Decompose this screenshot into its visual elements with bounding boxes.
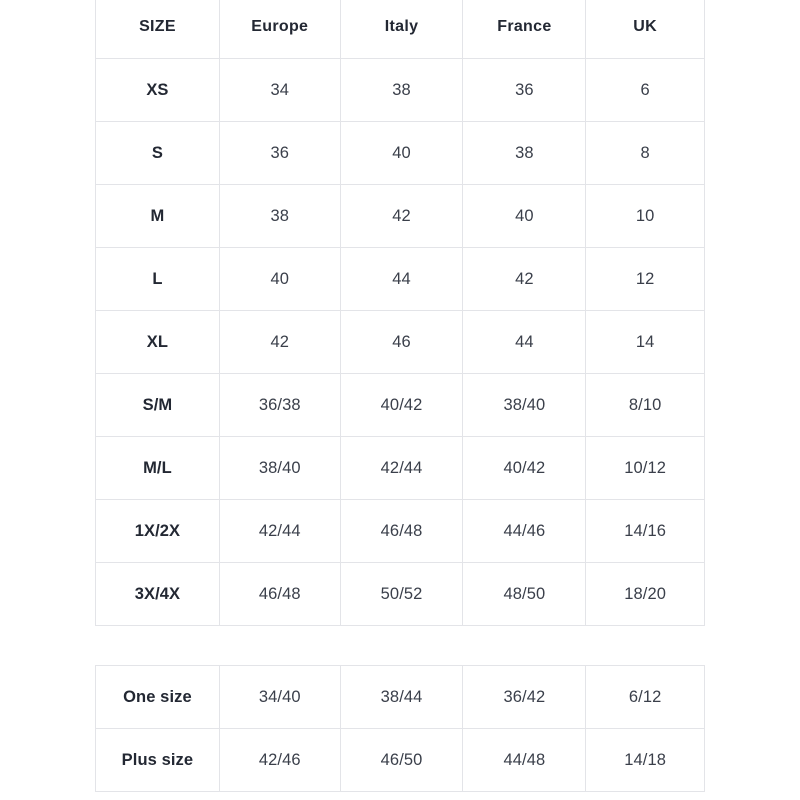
cell-italy: 46/48 <box>340 500 463 563</box>
row-label: L <box>96 248 220 311</box>
table-row <box>96 374 705 437</box>
cell-france: 48/50 <box>463 563 586 626</box>
cell-uk: 12 <box>586 248 705 311</box>
cell-france: 44/46 <box>463 500 586 563</box>
cell-europe: 42 <box>219 311 340 374</box>
size-conversion-table <box>95 0 705 626</box>
cell-france: 44/48 <box>463 729 586 792</box>
cell-france: 38/40 <box>463 374 586 437</box>
column-header-size: SIZE <box>96 0 220 59</box>
cell-europe: 40 <box>219 248 340 311</box>
cell-italy: 44 <box>340 248 463 311</box>
cell-europe: 38 <box>219 185 340 248</box>
cell-uk: 14/16 <box>586 500 705 563</box>
cell-italy: 46 <box>340 311 463 374</box>
table-row <box>96 666 705 729</box>
cell-europe: 42/46 <box>219 729 340 792</box>
cell-europe: 36 <box>219 122 340 185</box>
row-label: XL <box>96 311 220 374</box>
row-label: 1X/2X <box>96 500 220 563</box>
cell-europe: 34/40 <box>219 666 340 729</box>
cell-europe: 36/38 <box>219 374 340 437</box>
cell-italy: 38 <box>340 59 463 122</box>
row-label: M/L <box>96 437 220 500</box>
row-label-one-size: One size <box>96 666 220 729</box>
table-row <box>96 729 705 792</box>
one-size-table <box>95 665 705 792</box>
cell-uk: 10 <box>586 185 705 248</box>
cell-europe: 34 <box>219 59 340 122</box>
table-row <box>96 185 705 248</box>
row-label: S/M <box>96 374 220 437</box>
table-row <box>96 437 705 500</box>
cell-italy: 42/44 <box>340 437 463 500</box>
cell-italy: 42 <box>340 185 463 248</box>
cell-italy: 40/42 <box>340 374 463 437</box>
cell-europe: 42/44 <box>219 500 340 563</box>
table-row <box>96 500 705 563</box>
cell-france: 36 <box>463 59 586 122</box>
cell-italy: 46/50 <box>340 729 463 792</box>
row-label: M <box>96 185 220 248</box>
table-row <box>96 311 705 374</box>
cell-france: 42 <box>463 248 586 311</box>
cell-uk: 8 <box>586 122 705 185</box>
row-label: XS <box>96 59 220 122</box>
cell-france: 38 <box>463 122 586 185</box>
cell-italy: 50/52 <box>340 563 463 626</box>
column-header-uk: UK <box>586 0 705 59</box>
column-header-italy: Italy <box>340 0 463 59</box>
table-row <box>96 59 705 122</box>
table-row <box>96 122 705 185</box>
cell-uk: 14/18 <box>586 729 705 792</box>
cell-france: 40 <box>463 185 586 248</box>
row-label: 3X/4X <box>96 563 220 626</box>
cell-europe: 38/40 <box>219 437 340 500</box>
table-header-row <box>96 0 705 59</box>
cell-uk: 6 <box>586 59 705 122</box>
cell-italy: 38/44 <box>340 666 463 729</box>
cell-uk: 8/10 <box>586 374 705 437</box>
row-label-plus-size: Plus size <box>96 729 220 792</box>
cell-italy: 40 <box>340 122 463 185</box>
column-header-france: France <box>463 0 586 59</box>
table-row <box>96 248 705 311</box>
cell-france: 44 <box>463 311 586 374</box>
column-header-europe: Europe <box>219 0 340 59</box>
cell-france: 40/42 <box>463 437 586 500</box>
cell-uk: 6/12 <box>586 666 705 729</box>
cell-uk: 14 <box>586 311 705 374</box>
cell-uk: 18/20 <box>586 563 705 626</box>
cell-uk: 10/12 <box>586 437 705 500</box>
row-label: S <box>96 122 220 185</box>
cell-france: 36/42 <box>463 666 586 729</box>
cell-europe: 46/48 <box>219 563 340 626</box>
table-row <box>96 563 705 626</box>
